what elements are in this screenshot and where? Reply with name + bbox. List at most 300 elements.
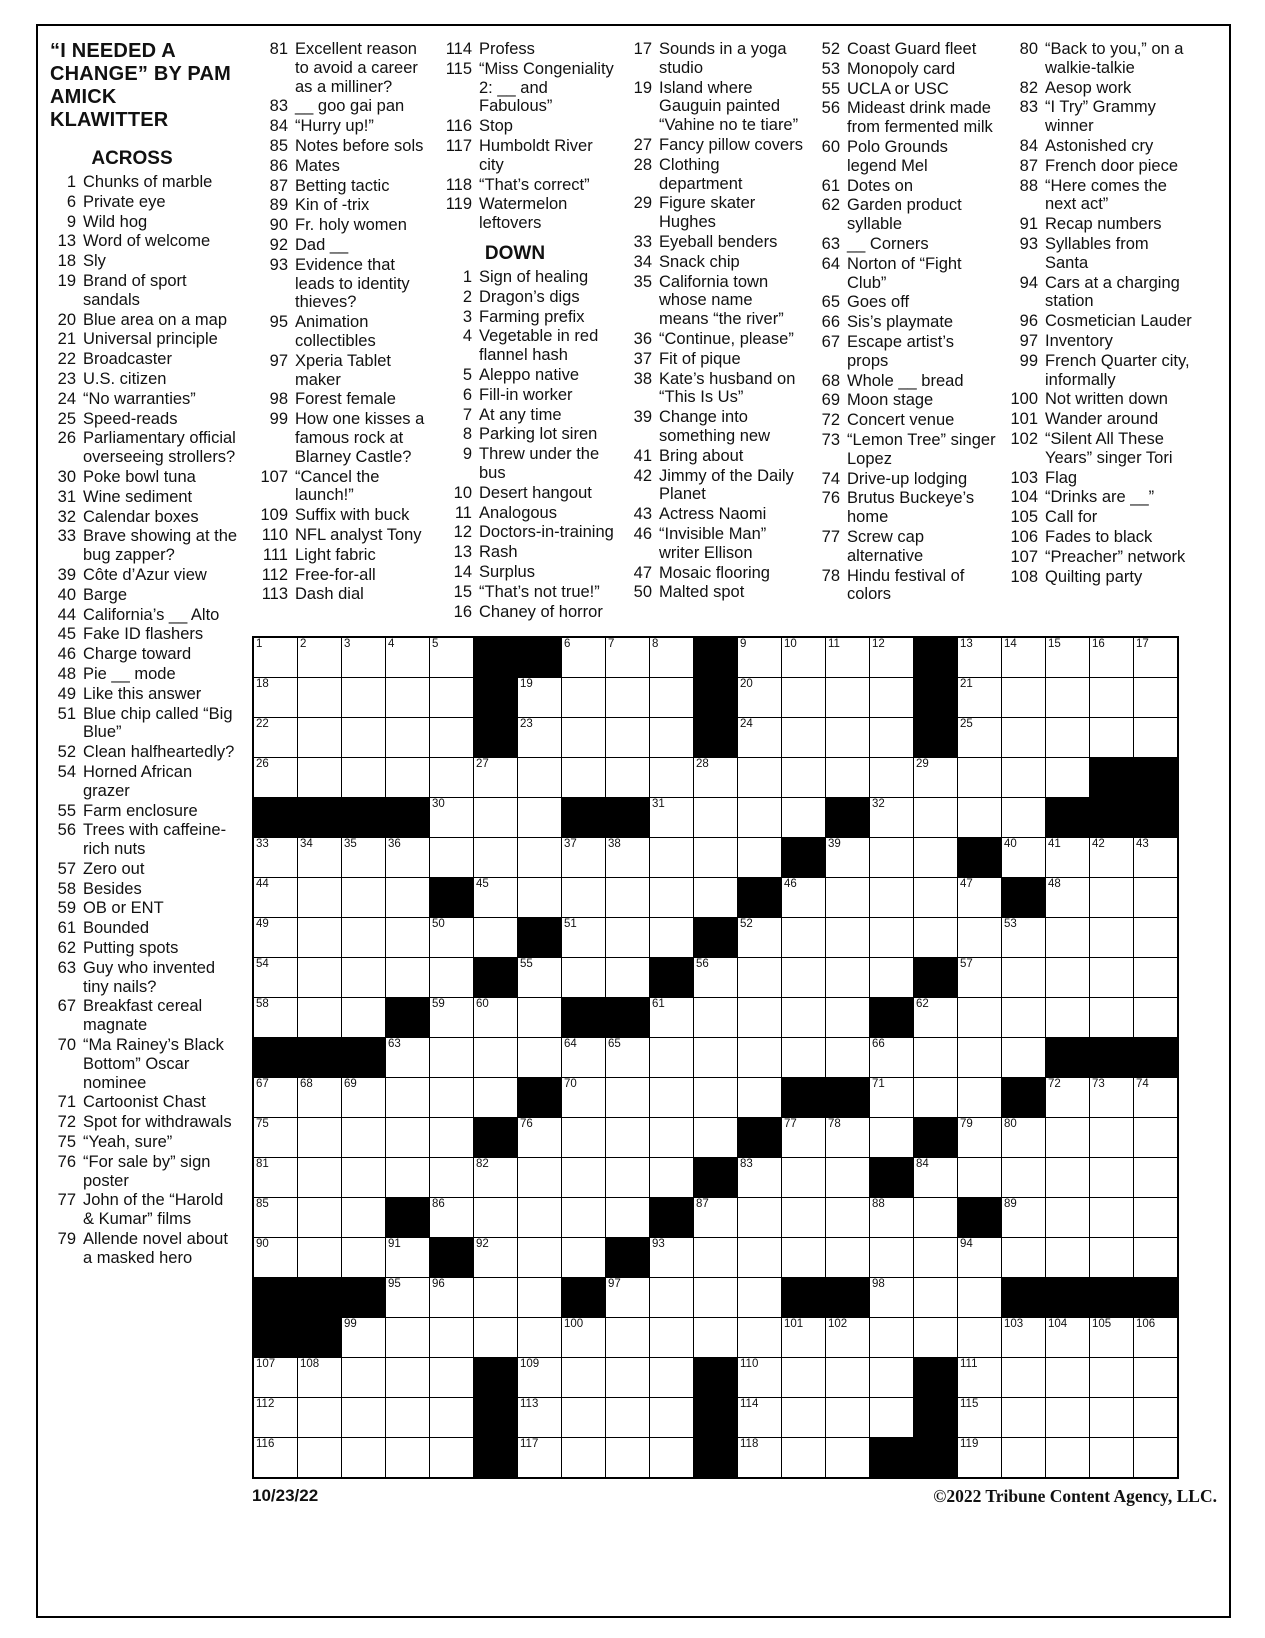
grid-cell[interactable]: [738, 1318, 781, 1357]
grid-cell[interactable]: [914, 1078, 957, 1117]
grid-cell[interactable]: [430, 798, 473, 837]
grid-cell[interactable]: [254, 718, 297, 757]
grid-cell[interactable]: [518, 678, 561, 717]
grid-cell[interactable]: [958, 958, 1001, 997]
grid-cell[interactable]: [298, 718, 341, 757]
grid-cell[interactable]: [254, 1198, 297, 1237]
grid-cell[interactable]: [562, 1238, 605, 1277]
grid-cell[interactable]: [826, 1118, 869, 1157]
grid-cell[interactable]: [958, 1278, 1001, 1317]
grid-cell[interactable]: [1134, 1198, 1177, 1237]
grid-cell[interactable]: [606, 1318, 649, 1357]
grid-cell[interactable]: [298, 878, 341, 917]
grid-cell[interactable]: [518, 1118, 561, 1157]
grid-cell[interactable]: [782, 958, 825, 997]
grid-cell[interactable]: [254, 678, 297, 717]
grid-cell[interactable]: [1046, 1358, 1089, 1397]
grid-cell[interactable]: [342, 678, 385, 717]
grid-cell[interactable]: [1134, 638, 1177, 677]
grid-cell[interactable]: [606, 1278, 649, 1317]
grid-cell[interactable]: [474, 1198, 517, 1237]
grid-cell[interactable]: [826, 1438, 869, 1477]
grid-cell[interactable]: [1002, 718, 1045, 757]
grid-cell[interactable]: [1090, 1398, 1133, 1437]
grid-cell[interactable]: [518, 758, 561, 797]
grid-cell[interactable]: [606, 838, 649, 877]
grid-cell[interactable]: [826, 958, 869, 997]
grid-cell[interactable]: [386, 958, 429, 997]
grid-cell[interactable]: [254, 838, 297, 877]
grid-cell[interactable]: [694, 1278, 737, 1317]
grid-cell[interactable]: [1090, 1078, 1133, 1117]
grid-cell[interactable]: [782, 1318, 825, 1357]
grid-cell[interactable]: [650, 1358, 693, 1397]
grid-cell[interactable]: [342, 918, 385, 957]
grid-cell[interactable]: [1090, 1438, 1133, 1477]
grid-cell[interactable]: [254, 878, 297, 917]
grid-cell[interactable]: [738, 1038, 781, 1077]
grid-cell[interactable]: [870, 838, 913, 877]
grid-cell[interactable]: [1002, 798, 1045, 837]
grid-cell[interactable]: [254, 1358, 297, 1397]
grid-cell[interactable]: [430, 1358, 473, 1397]
grid-cell[interactable]: [1002, 1118, 1045, 1157]
grid-cell[interactable]: [782, 758, 825, 797]
grid-cell[interactable]: [1090, 998, 1133, 1037]
grid-cell[interactable]: [914, 798, 957, 837]
grid-cell[interactable]: [958, 1118, 1001, 1157]
grid-cell[interactable]: [1134, 1158, 1177, 1197]
grid-cell[interactable]: [474, 1278, 517, 1317]
grid-cell[interactable]: [738, 1438, 781, 1477]
grid-cell[interactable]: [958, 1038, 1001, 1077]
grid-cell[interactable]: [826, 1238, 869, 1277]
grid-cell[interactable]: [1002, 758, 1045, 797]
grid-cell[interactable]: [870, 958, 913, 997]
grid-cell[interactable]: [914, 878, 957, 917]
grid-cell[interactable]: [826, 918, 869, 957]
grid-cell[interactable]: [782, 1438, 825, 1477]
grid-cell[interactable]: [298, 838, 341, 877]
grid-cell[interactable]: [870, 1118, 913, 1157]
grid-cell[interactable]: [1134, 718, 1177, 757]
grid-cell[interactable]: [254, 1438, 297, 1477]
grid-cell[interactable]: [430, 1398, 473, 1437]
grid-cell[interactable]: [518, 718, 561, 757]
grid-cell[interactable]: [562, 1198, 605, 1237]
grid-cell[interactable]: [738, 798, 781, 837]
grid-cell[interactable]: [606, 1438, 649, 1477]
grid-cell[interactable]: [386, 838, 429, 877]
grid-cell[interactable]: [1002, 918, 1045, 957]
grid-cell[interactable]: [694, 838, 737, 877]
grid-cell[interactable]: [474, 1238, 517, 1277]
grid-cell[interactable]: [1002, 1198, 1045, 1237]
grid-cell[interactable]: [474, 1038, 517, 1077]
grid-cell[interactable]: [342, 1118, 385, 1157]
grid-cell[interactable]: [914, 1318, 957, 1357]
grid-cell[interactable]: [1002, 838, 1045, 877]
grid-cell[interactable]: [650, 1118, 693, 1157]
grid-cell[interactable]: [738, 1078, 781, 1117]
grid-cell[interactable]: [562, 1398, 605, 1437]
grid-cell[interactable]: [254, 918, 297, 957]
grid-cell[interactable]: [1002, 1398, 1045, 1437]
grid-cell[interactable]: [694, 1198, 737, 1237]
grid-cell[interactable]: [694, 1318, 737, 1357]
grid-cell[interactable]: [430, 958, 473, 997]
grid-cell[interactable]: [606, 718, 649, 757]
grid-cell[interactable]: [298, 678, 341, 717]
grid-cell[interactable]: [870, 1278, 913, 1317]
grid-cell[interactable]: [1002, 1438, 1045, 1477]
grid-cell[interactable]: [870, 718, 913, 757]
grid-cell[interactable]: [386, 1358, 429, 1397]
grid-cell[interactable]: [430, 1038, 473, 1077]
grid-cell[interactable]: [342, 638, 385, 677]
grid-cell[interactable]: [694, 1038, 737, 1077]
grid-cell[interactable]: [694, 798, 737, 837]
grid-cell[interactable]: [738, 718, 781, 757]
grid-cell[interactable]: [870, 678, 913, 717]
grid-cell[interactable]: [298, 1078, 341, 1117]
grid-cell[interactable]: [870, 758, 913, 797]
grid-cell[interactable]: [650, 1438, 693, 1477]
grid-cell[interactable]: [1002, 958, 1045, 997]
grid-cell[interactable]: [870, 1078, 913, 1117]
grid-cell[interactable]: [1046, 678, 1089, 717]
grid-cell[interactable]: [870, 878, 913, 917]
grid-cell[interactable]: [606, 638, 649, 677]
grid-cell[interactable]: [1134, 1078, 1177, 1117]
grid-cell[interactable]: [1046, 1398, 1089, 1437]
grid-cell[interactable]: [386, 918, 429, 957]
grid-cell[interactable]: [254, 1398, 297, 1437]
grid-cell[interactable]: [474, 998, 517, 1037]
grid-cell[interactable]: [474, 1158, 517, 1197]
grid-cell[interactable]: [298, 1398, 341, 1437]
grid-cell[interactable]: [914, 1238, 957, 1277]
grid-cell[interactable]: [958, 1398, 1001, 1437]
grid-cell[interactable]: [342, 1238, 385, 1277]
grid-cell[interactable]: [1134, 678, 1177, 717]
grid-cell[interactable]: [518, 1238, 561, 1277]
grid-cell[interactable]: [1046, 638, 1089, 677]
grid-cell[interactable]: [1046, 1438, 1089, 1477]
grid-cell[interactable]: [386, 1118, 429, 1157]
grid-cell[interactable]: [606, 918, 649, 957]
grid-cell[interactable]: [1090, 638, 1133, 677]
grid-cell[interactable]: [1046, 758, 1089, 797]
grid-cell[interactable]: [738, 1238, 781, 1277]
grid-cell[interactable]: [826, 1158, 869, 1197]
grid-cell[interactable]: [650, 1238, 693, 1277]
grid-cell[interactable]: [342, 1438, 385, 1477]
grid-cell[interactable]: [914, 1158, 957, 1197]
grid-cell[interactable]: [298, 1438, 341, 1477]
grid-cell[interactable]: [826, 638, 869, 677]
grid-cell[interactable]: [738, 638, 781, 677]
grid-cell[interactable]: [870, 1398, 913, 1437]
grid-cell[interactable]: [1046, 1318, 1089, 1357]
grid-cell[interactable]: [782, 918, 825, 957]
grid-cell[interactable]: [1046, 718, 1089, 757]
grid-cell[interactable]: [518, 798, 561, 837]
grid-cell[interactable]: [1002, 1318, 1045, 1357]
grid-cell[interactable]: [562, 638, 605, 677]
grid-cell[interactable]: [430, 1438, 473, 1477]
grid-cell[interactable]: [826, 1038, 869, 1077]
grid-cell[interactable]: [606, 878, 649, 917]
grid-cell[interactable]: [562, 878, 605, 917]
grid-cell[interactable]: [826, 838, 869, 877]
grid-cell[interactable]: [386, 758, 429, 797]
grid-cell[interactable]: [782, 718, 825, 757]
grid-cell[interactable]: [650, 1078, 693, 1117]
grid-cell[interactable]: [298, 758, 341, 797]
grid-cell[interactable]: [562, 1118, 605, 1157]
grid-cell[interactable]: [1046, 838, 1089, 877]
grid-cell[interactable]: [518, 1398, 561, 1437]
grid-cell[interactable]: [430, 918, 473, 957]
grid-cell[interactable]: [518, 998, 561, 1037]
grid-cell[interactable]: [430, 758, 473, 797]
grid-cell[interactable]: [1090, 718, 1133, 757]
grid-cell[interactable]: [958, 998, 1001, 1037]
grid-cell[interactable]: [562, 1438, 605, 1477]
grid-cell[interactable]: [430, 1158, 473, 1197]
grid-cell[interactable]: [826, 1318, 869, 1357]
grid-cell[interactable]: [606, 1078, 649, 1117]
grid-cell[interactable]: [386, 1078, 429, 1117]
grid-cell[interactable]: [430, 638, 473, 677]
grid-cell[interactable]: [914, 998, 957, 1037]
grid-cell[interactable]: [826, 678, 869, 717]
grid-cell[interactable]: [298, 638, 341, 677]
grid-cell[interactable]: [298, 1238, 341, 1277]
grid-cell[interactable]: [606, 1038, 649, 1077]
grid-cell[interactable]: [254, 638, 297, 677]
grid-cell[interactable]: [738, 758, 781, 797]
grid-cell[interactable]: [650, 678, 693, 717]
grid-cell[interactable]: [958, 1158, 1001, 1197]
grid-cell[interactable]: [606, 758, 649, 797]
grid-cell[interactable]: [694, 1238, 737, 1277]
grid-cell[interactable]: [386, 638, 429, 677]
grid-cell[interactable]: [958, 1358, 1001, 1397]
grid-cell[interactable]: [826, 1198, 869, 1237]
grid-cell[interactable]: [650, 798, 693, 837]
grid-cell[interactable]: [430, 1198, 473, 1237]
grid-cell[interactable]: [782, 878, 825, 917]
grid-cell[interactable]: [562, 718, 605, 757]
grid-cell[interactable]: [650, 1398, 693, 1437]
grid-cell[interactable]: [518, 1358, 561, 1397]
grid-cell[interactable]: [958, 878, 1001, 917]
grid-cell[interactable]: [606, 678, 649, 717]
grid-cell[interactable]: [562, 1318, 605, 1357]
grid-cell[interactable]: [430, 998, 473, 1037]
grid-cell[interactable]: [386, 878, 429, 917]
grid-cell[interactable]: [474, 1318, 517, 1357]
grid-cell[interactable]: [1134, 1238, 1177, 1277]
grid-cell[interactable]: [254, 958, 297, 997]
grid-cell[interactable]: [342, 1398, 385, 1437]
grid-cell[interactable]: [606, 1158, 649, 1197]
grid-cell[interactable]: [1134, 958, 1177, 997]
grid-cell[interactable]: [1046, 1158, 1089, 1197]
grid-cell[interactable]: [782, 798, 825, 837]
grid-cell[interactable]: [562, 838, 605, 877]
grid-cell[interactable]: [1134, 1438, 1177, 1477]
grid-cell[interactable]: [782, 1398, 825, 1437]
grid-cell[interactable]: [298, 918, 341, 957]
grid-cell[interactable]: [958, 1318, 1001, 1357]
grid-cell[interactable]: [958, 638, 1001, 677]
grid-cell[interactable]: [1134, 1358, 1177, 1397]
grid-cell[interactable]: [650, 918, 693, 957]
grid-cell[interactable]: [518, 1438, 561, 1477]
grid-cell[interactable]: [606, 1198, 649, 1237]
grid-cell[interactable]: [650, 1318, 693, 1357]
grid-cell[interactable]: [1046, 1198, 1089, 1237]
grid-cell[interactable]: [694, 958, 737, 997]
grid-cell[interactable]: [650, 838, 693, 877]
grid-cell[interactable]: [342, 718, 385, 757]
grid-cell[interactable]: [430, 1078, 473, 1117]
grid-cell[interactable]: [826, 718, 869, 757]
grid-cell[interactable]: [342, 878, 385, 917]
grid-cell[interactable]: [562, 758, 605, 797]
grid-cell[interactable]: [606, 958, 649, 997]
grid-cell[interactable]: [738, 838, 781, 877]
grid-cell[interactable]: [298, 1358, 341, 1397]
grid-cell[interactable]: [694, 998, 737, 1037]
grid-cell[interactable]: [738, 998, 781, 1037]
grid-cell[interactable]: [474, 758, 517, 797]
grid-cell[interactable]: [870, 798, 913, 837]
grid-cell[interactable]: [518, 1158, 561, 1197]
grid-cell[interactable]: [254, 758, 297, 797]
grid-cell[interactable]: [386, 1238, 429, 1277]
grid-cell[interactable]: [1002, 1038, 1045, 1077]
grid-cell[interactable]: [870, 918, 913, 957]
grid-cell[interactable]: [826, 758, 869, 797]
grid-cell[interactable]: [1046, 958, 1089, 997]
grid-cell[interactable]: [650, 638, 693, 677]
grid-cell[interactable]: [1090, 918, 1133, 957]
grid-cell[interactable]: [606, 1118, 649, 1157]
grid-cell[interactable]: [1002, 678, 1045, 717]
grid-cell[interactable]: [430, 1318, 473, 1357]
grid-cell[interactable]: [606, 1398, 649, 1437]
grid-cell[interactable]: [650, 1278, 693, 1317]
grid-cell[interactable]: [386, 678, 429, 717]
grid-cell[interactable]: [826, 1358, 869, 1397]
grid-cell[interactable]: [958, 798, 1001, 837]
grid-cell[interactable]: [1090, 838, 1133, 877]
grid-cell[interactable]: [914, 1038, 957, 1077]
grid-cell[interactable]: [298, 1198, 341, 1237]
grid-cell[interactable]: [430, 838, 473, 877]
grid-cell[interactable]: [782, 1198, 825, 1237]
grid-cell[interactable]: [298, 1158, 341, 1197]
grid-cell[interactable]: [1090, 1318, 1133, 1357]
grid-cell[interactable]: [650, 718, 693, 757]
grid-cell[interactable]: [782, 1038, 825, 1077]
grid-cell[interactable]: [386, 1278, 429, 1317]
grid-cell[interactable]: [1090, 878, 1133, 917]
grid-cell[interactable]: [518, 958, 561, 997]
grid-cell[interactable]: [562, 678, 605, 717]
grid-cell[interactable]: [914, 838, 957, 877]
grid-cell[interactable]: [606, 1358, 649, 1397]
grid-cell[interactable]: [870, 1038, 913, 1077]
grid-cell[interactable]: [474, 838, 517, 877]
grid-cell[interactable]: [518, 878, 561, 917]
grid-cell[interactable]: [782, 1238, 825, 1277]
grid-cell[interactable]: [1046, 878, 1089, 917]
grid-cell[interactable]: [1134, 838, 1177, 877]
grid-cell[interactable]: [914, 918, 957, 957]
grid-cell[interactable]: [738, 1158, 781, 1197]
grid-cell[interactable]: [870, 1318, 913, 1357]
grid-cell[interactable]: [650, 1158, 693, 1197]
grid-cell[interactable]: [738, 918, 781, 957]
grid-cell[interactable]: [342, 998, 385, 1037]
grid-cell[interactable]: [1046, 1118, 1089, 1157]
grid-cell[interactable]: [386, 718, 429, 757]
grid-cell[interactable]: [1046, 998, 1089, 1037]
grid-cell[interactable]: [430, 1118, 473, 1157]
grid-cell[interactable]: [518, 1318, 561, 1357]
grid-cell[interactable]: [254, 1118, 297, 1157]
grid-cell[interactable]: [562, 918, 605, 957]
grid-cell[interactable]: [694, 1078, 737, 1117]
grid-cell[interactable]: [386, 1038, 429, 1077]
grid-cell[interactable]: [870, 1358, 913, 1397]
grid-cell[interactable]: [650, 878, 693, 917]
grid-cell[interactable]: [870, 1198, 913, 1237]
grid-cell[interactable]: [958, 918, 1001, 957]
grid-cell[interactable]: [1090, 1158, 1133, 1197]
grid-cell[interactable]: [474, 878, 517, 917]
grid-cell[interactable]: [694, 878, 737, 917]
grid-cell[interactable]: [738, 1358, 781, 1397]
grid-cell[interactable]: [1134, 1398, 1177, 1437]
grid-cell[interactable]: [1002, 1238, 1045, 1277]
grid-cell[interactable]: [342, 958, 385, 997]
grid-cell[interactable]: [1134, 998, 1177, 1037]
grid-cell[interactable]: [342, 1158, 385, 1197]
grid-cell[interactable]: [738, 958, 781, 997]
grid-cell[interactable]: [342, 758, 385, 797]
grid-cell[interactable]: [1134, 918, 1177, 957]
grid-cell[interactable]: [474, 1078, 517, 1117]
grid-cell[interactable]: [958, 678, 1001, 717]
grid-cell[interactable]: [298, 998, 341, 1037]
grid-cell[interactable]: [1090, 1118, 1133, 1157]
grid-cell[interactable]: [1002, 998, 1045, 1037]
grid-cell[interactable]: [430, 1278, 473, 1317]
grid-cell[interactable]: [1002, 638, 1045, 677]
grid-cell[interactable]: [870, 1238, 913, 1277]
grid-cell[interactable]: [518, 1198, 561, 1237]
grid-cell[interactable]: [386, 1318, 429, 1357]
grid-cell[interactable]: [254, 1238, 297, 1277]
grid-cell[interactable]: [914, 758, 957, 797]
grid-cell[interactable]: [1002, 1358, 1045, 1397]
